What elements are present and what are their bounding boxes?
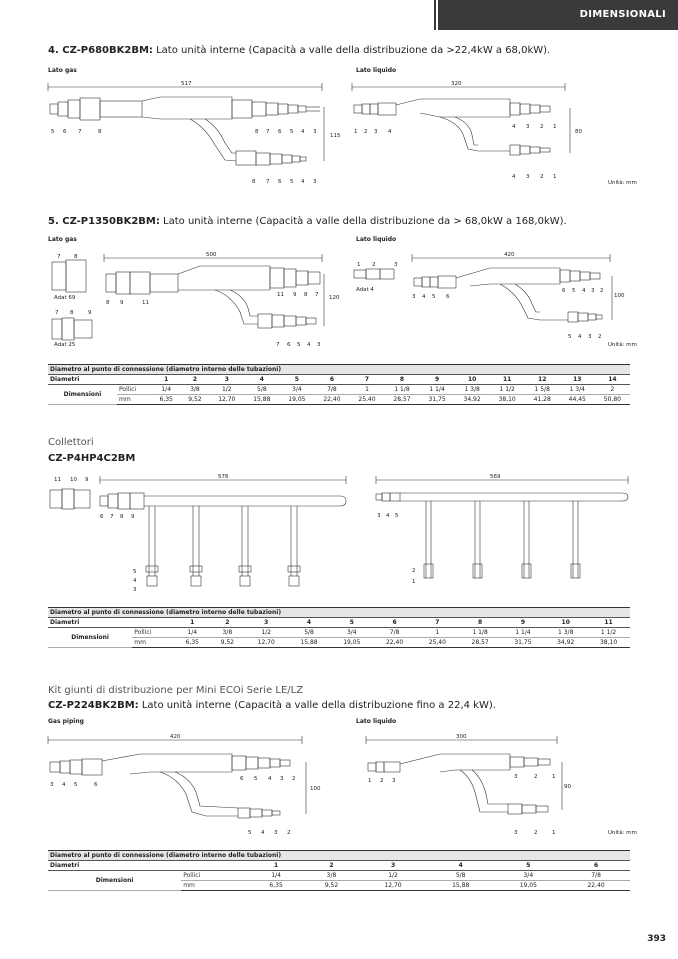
table-cell: 5/8 [427, 871, 495, 881]
svg-text:3: 3 [280, 776, 284, 782]
svg-text:5: 5 [572, 288, 576, 294]
svg-text:4: 4 [268, 776, 272, 782]
svg-text:5: 5 [248, 830, 252, 836]
kit-model-title [48, 700, 496, 711]
column-header: 2 [181, 375, 210, 385]
svg-text:1: 1 [552, 774, 556, 780]
column-header: 11 [587, 618, 630, 628]
svg-text:3: 3 [50, 782, 54, 788]
column-header: 5 [279, 375, 314, 385]
svg-text:2: 2 [287, 830, 291, 836]
model-description: Lato unità interne (Capacità a valle della distribuzione fino a 22,4 kW). [138, 700, 496, 711]
table-cell: 50,80 [595, 395, 630, 405]
table-cell: 34,92 [544, 638, 587, 648]
unit-label: Unità: mm [608, 342, 637, 348]
column-header: 12 [525, 375, 560, 385]
column-header: 6 [314, 375, 349, 385]
kit-title: Kit giunti di distribuzione per Mini ECOi Serie LE/LZ [48, 685, 304, 696]
collectors-title: Collettori [48, 437, 94, 448]
column-header: 7 [349, 375, 384, 385]
table-cell: 1 [416, 628, 459, 638]
svg-text:2: 2 [534, 774, 538, 780]
model-code: CZ-P224BK2BM: [48, 700, 139, 711]
table-cell: 22,40 [314, 395, 349, 405]
table-cell: 22,40 [562, 881, 630, 891]
collectors-model-code: CZ-P4HP4C2BM [48, 453, 136, 464]
table-cell: 25,40 [416, 638, 459, 648]
table-cell: 12,70 [209, 395, 244, 405]
table-cell: 1/4 [175, 628, 210, 638]
model-description: Lato unità interne (Capacità a valle della distribuzione da > 68,0kW a 168,0kW). [159, 216, 567, 227]
svg-text:1: 1 [412, 579, 416, 585]
svg-text:4: 4 [133, 578, 137, 584]
svg-text:500: 500 [206, 252, 217, 258]
svg-text:2: 2 [600, 288, 604, 294]
table-cell: 31,75 [502, 638, 545, 648]
table-cell: 1 [349, 385, 384, 395]
section-title: DIMENSIONALI [579, 9, 666, 20]
table-cell: 6,35 [175, 638, 210, 648]
section-4-title [48, 45, 550, 56]
svg-text:4: 4 [307, 342, 311, 348]
svg-text:576: 576 [218, 474, 229, 480]
table-cell: 1 1/2 [490, 385, 525, 395]
gas-length-dim: 517 [181, 81, 192, 87]
column-header: 11 [490, 375, 525, 385]
table-cell: 9,52 [181, 395, 210, 405]
svg-text:6: 6 [562, 288, 566, 294]
table-cell: 15,88 [288, 638, 331, 648]
svg-text:8: 8 [70, 310, 74, 316]
column-header: 6 [562, 861, 630, 871]
liquid-side-label: Lato liquido [356, 67, 397, 74]
svg-text:3: 3 [526, 124, 530, 130]
column-header: 1 [152, 375, 181, 385]
table-cell: 5/8 [244, 385, 279, 395]
svg-text:5: 5 [568, 334, 572, 340]
table-cell: 1 3/4 [560, 385, 595, 395]
table-cell: 1 1/8 [385, 385, 420, 395]
svg-text:3: 3 [514, 774, 518, 780]
column-header: 9 [502, 618, 545, 628]
svg-text:2: 2 [380, 778, 384, 784]
svg-text:3: 3 [133, 587, 137, 593]
svg-text:6: 6 [446, 294, 450, 300]
column-header: 10 [455, 375, 490, 385]
svg-text:7: 7 [78, 129, 82, 135]
table-cell: 12,70 [245, 638, 288, 648]
table-cell: 3/8 [304, 871, 359, 881]
svg-text:4: 4 [301, 129, 305, 135]
table-cell: 1 5/8 [525, 385, 560, 395]
adapter-4-label: Adat 4 [356, 287, 374, 293]
table-cell: 38,10 [587, 638, 630, 648]
table-cell: 6,35 [248, 881, 303, 891]
svg-text:3: 3 [313, 129, 317, 135]
table-cell: 1/2 [209, 385, 244, 395]
table-cell: 38,10 [490, 395, 525, 405]
svg-text:569: 569 [490, 474, 501, 480]
svg-text:2: 2 [412, 568, 416, 574]
svg-text:10: 10 [70, 477, 77, 483]
liquid-side-label: Lato liquido [356, 236, 397, 243]
svg-text:1: 1 [357, 262, 361, 268]
diameter-table-3: Diametro al punto di connessione (diametro interno delle tubazioni) Diametri 1 2 3 4 5 6 Dimensioni Pollici 1/4 3/8 1/2 5/8 3/4 7/8 mm 6,35 9,52 12,70 15,88 19,05 22,40 [48, 850, 630, 891]
table-cell: 41,28 [525, 395, 560, 405]
svg-text:11: 11 [54, 477, 61, 483]
svg-text:100: 100 [614, 293, 625, 299]
kit-drawing [0, 726, 678, 841]
svg-text:9: 9 [88, 310, 92, 316]
column-header: 4 [288, 618, 331, 628]
svg-text:4: 4 [261, 830, 265, 836]
svg-text:6: 6 [287, 342, 291, 348]
svg-text:6: 6 [278, 179, 282, 185]
svg-text:3: 3 [374, 129, 378, 135]
column-header: 2 [210, 618, 245, 628]
svg-text:8: 8 [255, 129, 259, 135]
table-cell: 12,70 [359, 881, 427, 891]
model-code: 4. CZ-P680BK2BM: [48, 45, 153, 56]
column-header: 4 [427, 861, 495, 871]
table-cell: 5/8 [288, 628, 331, 638]
column-header: 13 [560, 375, 595, 385]
svg-text:7: 7 [55, 310, 59, 316]
svg-text:2: 2 [598, 334, 602, 340]
svg-text:3: 3 [588, 334, 592, 340]
table-cell: 1 3/8 [544, 628, 587, 638]
adapter-69-label: Adat 69 [54, 295, 76, 301]
table-cell: 19,05 [495, 881, 563, 891]
svg-text:1: 1 [553, 124, 557, 130]
table-cell: 1 1/4 [502, 628, 545, 638]
svg-text:4: 4 [388, 129, 392, 135]
column-header: 8 [385, 375, 420, 385]
gas-side-label: Lato gas [48, 236, 77, 243]
svg-text:6: 6 [240, 776, 244, 782]
svg-text:3: 3 [317, 342, 321, 348]
column-header: 1 [248, 861, 303, 871]
svg-text:6: 6 [94, 782, 98, 788]
svg-text:8: 8 [304, 292, 308, 298]
svg-text:4: 4 [578, 334, 582, 340]
s5-drawing [0, 244, 678, 352]
svg-text:7: 7 [57, 254, 61, 260]
column-header: 6 [373, 618, 416, 628]
svg-text:420: 420 [170, 734, 181, 740]
column-header: 9 [420, 375, 455, 385]
svg-text:4: 4 [512, 124, 516, 130]
table-cell: 9,52 [210, 638, 245, 648]
svg-text:9: 9 [85, 477, 89, 483]
table-cell: 3/4 [279, 385, 314, 395]
svg-text:11: 11 [277, 292, 284, 298]
svg-text:100: 100 [310, 786, 321, 792]
svg-text:4: 4 [62, 782, 66, 788]
svg-text:2: 2 [540, 174, 544, 180]
svg-text:2: 2 [364, 129, 368, 135]
liquid-side-label: Lato liquido [356, 718, 397, 725]
svg-text:2: 2 [372, 262, 376, 268]
table-cell: 15,88 [244, 395, 279, 405]
table-cell: 25,40 [349, 395, 384, 405]
svg-text:2: 2 [540, 124, 544, 130]
table-cell: 9,52 [304, 881, 359, 891]
gas-side-label: Gas piping [48, 718, 84, 725]
gas-height-dim: 115 [330, 133, 341, 139]
table-cell: 7/8 [562, 871, 630, 881]
svg-text:3: 3 [591, 288, 595, 294]
svg-text:8: 8 [74, 254, 78, 260]
table-cell: 2 [595, 385, 630, 395]
column-header: 3 [209, 375, 244, 385]
svg-text:300: 300 [456, 734, 467, 740]
table-cell: 7/8 [314, 385, 349, 395]
model-description: Lato unità interne (Capacità a valle della distribuzione da >22,4kW a 68,0kW). [152, 45, 551, 56]
table-cell: 28,57 [385, 395, 420, 405]
unit-label: Unità: mm [608, 830, 637, 836]
svg-text:5: 5 [133, 569, 137, 575]
svg-text:8: 8 [106, 300, 110, 306]
svg-text:2: 2 [292, 776, 296, 782]
column-header: 1 [175, 618, 210, 628]
column-header: 2 [304, 861, 359, 871]
svg-text:5: 5 [74, 782, 78, 788]
header-separator [434, 0, 436, 30]
diameter-table-1: Diametro al punto di connessione (diametro interno delle tubazioni) Diametri 1 2 3 4 5 6 7 8 9 10 11 12 13 14 Dimensioni Pollici 1/4 3/8 1/2 5/8 3/4 7/8 1 1 1/8 1 1/4 1 3/8 1 1/2 1 5/8 1 3/4 2 mm 6,35 9,52 12,70 15,88 19,05 22,40 25,40 28,57 31,75 34,92 38,10 41,28 44,45 50,80 [48, 364, 630, 405]
svg-text:5: 5 [290, 129, 294, 135]
table-cell: 3/4 [495, 871, 563, 881]
table-cell: 34,92 [455, 395, 490, 405]
section-5-title [48, 216, 567, 227]
svg-text:5: 5 [395, 513, 399, 519]
gas-side-label: Lato gas [48, 67, 77, 74]
table-cell: 19,05 [330, 638, 373, 648]
svg-text:6: 6 [278, 129, 282, 135]
column-header: 4 [244, 375, 279, 385]
svg-text:6: 6 [100, 514, 104, 520]
svg-text:4: 4 [582, 288, 586, 294]
svg-text:7: 7 [315, 292, 319, 298]
liquid-length-dim: 320 [451, 81, 462, 87]
column-header: 7 [416, 618, 459, 628]
svg-text:3: 3 [394, 262, 398, 268]
table-cell: 1/2 [245, 628, 288, 638]
svg-text:1: 1 [552, 830, 556, 836]
svg-text:3: 3 [274, 830, 278, 836]
svg-text:90: 90 [564, 784, 571, 790]
svg-text:7: 7 [266, 179, 270, 185]
svg-text:5: 5 [290, 179, 294, 185]
svg-text:420: 420 [504, 252, 515, 258]
model-code: 5. CZ-P1350BK2BM: [48, 216, 160, 227]
page-number: 393 [647, 934, 666, 944]
column-header: 8 [459, 618, 502, 628]
svg-text:1: 1 [368, 778, 372, 784]
s4-drawing [0, 75, 678, 190]
table-cell: 7/8 [373, 628, 416, 638]
svg-text:120: 120 [329, 295, 340, 301]
svg-text:5: 5 [432, 294, 436, 300]
svg-text:1: 1 [553, 174, 557, 180]
table-cell: 1/4 [248, 871, 303, 881]
table-cell: 1 1/4 [420, 385, 455, 395]
column-header: 3 [359, 861, 427, 871]
svg-text:11: 11 [142, 300, 149, 306]
svg-text:4: 4 [386, 513, 390, 519]
collectors-drawing [0, 466, 678, 596]
svg-text:3: 3 [392, 778, 396, 784]
svg-text:7: 7 [266, 129, 270, 135]
table-cell: 1 3/8 [455, 385, 490, 395]
table-cell: 28,57 [459, 638, 502, 648]
svg-text:8: 8 [98, 129, 102, 135]
diameter-table-2: Diametro al punto di connessione (diametro interno delle tubazioni) Diametri 1 2 3 4 5 6 7 8 9 10 11 Dimensioni Pollici 1/4 3/8 1/2 5/8 3/4 7/8 1 1 1/8 1 1/4 1 3/8 1 1/2 mm 6,35 9,52 12,70 15,88 19,05 22,40 25,40 28,57 31,75 34,92 38,10 [48, 607, 630, 648]
table-cell: 31,75 [420, 395, 455, 405]
svg-text:5: 5 [297, 342, 301, 348]
table-cell: 1 1/8 [459, 628, 502, 638]
table-cell: 15,88 [427, 881, 495, 891]
column-header: 10 [544, 618, 587, 628]
svg-text:4: 4 [422, 294, 426, 300]
column-header: 5 [330, 618, 373, 628]
svg-text:3: 3 [377, 513, 381, 519]
svg-text:4: 4 [512, 174, 516, 180]
table-cell: 44,45 [560, 395, 595, 405]
table-cell: 1/2 [359, 871, 427, 881]
liquid-height-dim: 80 [575, 129, 582, 135]
svg-text:8: 8 [252, 179, 256, 185]
table-cell: 19,05 [279, 395, 314, 405]
svg-text:5: 5 [51, 129, 55, 135]
svg-text:4: 4 [301, 179, 305, 185]
table-cell: 3/4 [330, 628, 373, 638]
svg-text:7: 7 [110, 514, 114, 520]
svg-text:1: 1 [354, 129, 358, 135]
unit-label: Unità: mm [608, 180, 637, 186]
svg-text:7: 7 [276, 342, 280, 348]
svg-text:3: 3 [514, 830, 518, 836]
svg-text:3: 3 [526, 174, 530, 180]
svg-text:9: 9 [120, 300, 124, 306]
adapter-25-label: Adat 25 [54, 342, 76, 348]
svg-text:9: 9 [131, 514, 135, 520]
column-header: 14 [595, 375, 630, 385]
svg-text:2: 2 [534, 830, 538, 836]
svg-text:6: 6 [63, 129, 67, 135]
table-cell: 6,35 [152, 395, 181, 405]
column-header: 3 [245, 618, 288, 628]
svg-text:9: 9 [293, 292, 297, 298]
table-cell: 22,40 [373, 638, 416, 648]
column-header: 5 [495, 861, 563, 871]
svg-text:3: 3 [313, 179, 317, 185]
table-cell: 1/4 [152, 385, 181, 395]
table-cell: 1 1/2 [587, 628, 630, 638]
table-cell: 3/8 [210, 628, 245, 638]
section-header-bar [438, 0, 678, 30]
svg-text:3: 3 [412, 294, 416, 300]
svg-text:5: 5 [254, 776, 258, 782]
svg-text:8: 8 [120, 514, 124, 520]
table-cell: 3/8 [181, 385, 210, 395]
